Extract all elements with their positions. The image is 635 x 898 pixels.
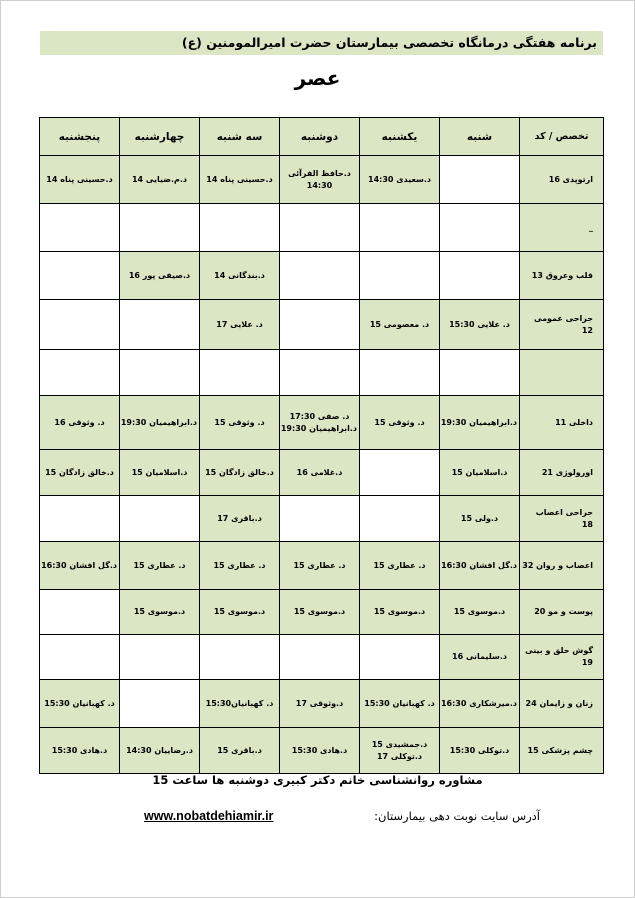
schedule-cell: [440, 590, 520, 635]
schedule-cell: [200, 635, 280, 680]
schedule-cell: [40, 450, 120, 496]
schedule-cell: [40, 350, 120, 396]
doctor-entry: د.حافظ الفرآئی: [288, 168, 351, 178]
schedule-cell: [40, 156, 120, 204]
schedule-cell: [360, 204, 440, 252]
doctor-entry: د.باقری 17: [217, 513, 262, 523]
specialty-cell: اعصاب و روان 32: [520, 542, 604, 590]
schedule-cell: [360, 350, 440, 396]
schedule-cell: [360, 156, 440, 204]
doctor-entry: د. عطاری 15: [373, 560, 426, 570]
schedule-cell: [440, 350, 520, 396]
specialty-cell: داخلی 11: [520, 396, 604, 450]
schedule-cell: [280, 156, 360, 204]
page-title: برنامه هفتگی درمانگاه تخصصی بیمارستان حضرت امیرالمومنین (ع): [40, 31, 603, 55]
schedule-cell: [440, 496, 520, 542]
doctor-entry: د.غلامی 16: [296, 467, 343, 477]
doctor-entry: د.ابراهیمیان 19:30: [440, 417, 517, 427]
doctor-entry: د.موسوی 15: [293, 607, 346, 616]
doctor-entry: د.توکلی 17: [376, 751, 423, 761]
doctor-entry: د. کهبانیان 15:30: [364, 698, 435, 708]
schedule-cell: [40, 542, 120, 590]
schedule-cell: [200, 204, 280, 252]
doctor-entry: د.میرشکاری 16:30: [440, 698, 517, 708]
doctor-entry: د.بندگانی 14: [214, 270, 265, 280]
specialty-cell: چشم پزشکی 15: [520, 728, 604, 774]
doctor-entry: د.خالق زادگان 15: [45, 467, 114, 477]
schedule-cell: [40, 204, 120, 252]
schedule-cell: [440, 204, 520, 252]
schedule-cell: [280, 496, 360, 542]
schedule-cell: [440, 450, 520, 496]
schedule-cell: [280, 680, 360, 728]
specialty-cell: زنان و زایمان 24: [520, 680, 604, 728]
doctor-entry: 14:30: [306, 180, 333, 190]
schedule-cell: [40, 252, 120, 300]
header-row: [40, 118, 604, 156]
doctor-entry: د.خالق زادگان 15: [205, 467, 274, 477]
schedule-cell: [120, 590, 200, 635]
shift-title: عصر: [294, 66, 341, 90]
schedule-cell: [120, 542, 200, 590]
schedule-cell: [200, 350, 280, 396]
schedule-cell: [120, 728, 200, 774]
doctor-entry: د.توکلی 15:30: [449, 745, 510, 755]
specialty-cell: قلب وعروق 13: [520, 252, 604, 300]
schedule-cell: [440, 542, 520, 590]
schedule-cell: [280, 350, 360, 396]
doctor-entry: د.رضاییان 14:30: [126, 745, 193, 755]
doctor-entry: د.اسلامیان 15: [451, 467, 508, 477]
table-row: [40, 204, 604, 252]
doctor-entry: د. عطاری 15: [213, 560, 266, 570]
schedule-cell: [440, 728, 520, 774]
doctor-entry: د.صیفی پور 16: [128, 270, 191, 280]
schedule-cell: [120, 635, 200, 680]
schedule-cell: [120, 680, 200, 728]
table-row: [40, 350, 604, 396]
schedule-cell: [280, 728, 360, 774]
header-day-4: سه شنبه: [200, 118, 280, 156]
schedule-cell: [120, 396, 200, 450]
doctor-entry: د. وثوقی 15: [374, 417, 425, 427]
table-row: [40, 496, 604, 542]
schedule-cell: [200, 396, 280, 450]
schedule-cell: [120, 252, 200, 300]
doctor-entry: د.ولی 15: [460, 513, 499, 523]
schedule-cell: [120, 350, 200, 396]
specialty-cell: جراحی عمومی 12: [520, 300, 604, 350]
doctor-entry: د. معصومی 15: [369, 319, 430, 329]
schedule-cell: [200, 496, 280, 542]
schedule-cell: [40, 590, 120, 635]
schedule-cell: [200, 728, 280, 774]
schedule-header: [40, 118, 604, 156]
table-row: [40, 450, 604, 496]
schedule-cell: [360, 680, 440, 728]
table-row: [40, 728, 604, 774]
doctor-entry: د.موسوی 15: [453, 607, 506, 616]
doctor-entry: د.موسوی 15: [373, 607, 426, 616]
schedule-cell: [200, 680, 280, 728]
schedule-table: [39, 117, 604, 774]
doctor-entry: د.م.ضیایی 14: [131, 174, 188, 184]
doctor-entry: د.وثوقی 17: [295, 698, 344, 708]
doctor-entry: د.حسینی پناه 14: [206, 174, 273, 184]
schedule-cell: [440, 396, 520, 450]
doctor-entry: د.گل افشان 16:30: [441, 560, 517, 570]
schedule-cell: [200, 450, 280, 496]
doctor-entry: د.هادی 15:30: [291, 745, 348, 755]
schedule-cell: [360, 252, 440, 300]
doctor-entry: د. صفی 17:30: [289, 411, 350, 421]
schedule-cell: [280, 396, 360, 450]
table-row: [40, 300, 604, 350]
table-row: [40, 680, 604, 728]
doctor-entry: د.ابراهیمیان 19:30: [280, 423, 357, 433]
doctor-entry: د.جمشیدی 15: [371, 739, 428, 749]
header-day-6: پنجشنبه: [40, 118, 120, 156]
address-label: آدرس سایت نوبت دهی بیمارستان:: [374, 809, 540, 823]
specialty-cell: پوست و مو 20: [520, 590, 604, 635]
counseling-note: مشاوره روانشناسی خانم دکتر کبیری دوشنبه ها ساعت 15: [152, 773, 483, 787]
schedule-cell: [40, 635, 120, 680]
schedule-cell: [120, 204, 200, 252]
doctor-entry: د.هادی 15:30: [51, 745, 108, 755]
schedule-cell: [40, 680, 120, 728]
specialty-cell: اورولوژی 21: [520, 450, 604, 496]
schedule-cell: [280, 204, 360, 252]
schedule-cell: [360, 728, 440, 774]
schedule-cell: [360, 542, 440, 590]
table-row: [40, 252, 604, 300]
specialty-cell: گوش حلق و بینی 19: [520, 635, 604, 680]
schedule-cell: [360, 450, 440, 496]
table-row: [40, 156, 604, 204]
doctor-entry: د.سلیمانی 16: [452, 652, 507, 661]
schedule-cell: [40, 728, 120, 774]
doctor-entry: د. کهبانیان 15:30: [44, 698, 115, 708]
schedule-cell: [280, 450, 360, 496]
schedule-cell: [200, 252, 280, 300]
address-line: [140, 806, 540, 826]
schedule-cell: [200, 590, 280, 635]
schedule-cell: [40, 496, 120, 542]
schedule-cell: [360, 300, 440, 350]
header-day-2: یکشنبه: [360, 118, 440, 156]
schedule-cell: [120, 450, 200, 496]
doctor-entry: د.گل افشان 16:30: [41, 560, 117, 570]
schedule-cell: [120, 496, 200, 542]
doctor-entry: د. وثوقی 16: [54, 417, 105, 427]
doctor-entry: د.سعیدی 14:30: [368, 174, 431, 184]
schedule-cell: [40, 300, 120, 350]
schedule-cell: [440, 300, 520, 350]
schedule-cell: [120, 156, 200, 204]
header-specialty: تخصص / کد: [520, 118, 604, 156]
schedule-cell: [440, 156, 520, 204]
doctor-entry: د.موسوی 15: [213, 607, 266, 616]
doctor-entry: د. علایی 15:30: [449, 319, 510, 329]
doctor-entry: د.باقری 15: [217, 745, 262, 755]
doctor-entry: د.اسلامیان 15: [131, 467, 188, 477]
schedule-cell: [280, 542, 360, 590]
header-day-1: شنبه: [440, 118, 520, 156]
schedule-cell: [280, 300, 360, 350]
table-row: [40, 590, 604, 635]
schedule-cell: [360, 396, 440, 450]
schedule-cell: [40, 396, 120, 450]
schedule-cell: [280, 252, 360, 300]
header-day-3: دوشنبه: [280, 118, 360, 156]
specialty-cell: [520, 350, 604, 396]
schedule-cell: [120, 300, 200, 350]
table-row: [40, 542, 604, 590]
specialty-cell: جراحی اعصاب 18: [520, 496, 604, 542]
schedule-cell: [360, 496, 440, 542]
doctor-entry: د. وثوقی 15: [214, 417, 265, 427]
schedule-cell: [200, 542, 280, 590]
header-day-5: چهارشنبه: [120, 118, 200, 156]
doctor-entry: د. علایی 17: [216, 319, 263, 329]
doctor-entry: د.حسینی پناه 14: [46, 174, 113, 184]
doctor-entry: د. عطاری 15: [293, 560, 346, 570]
table-row: [40, 396, 604, 450]
schedule-cell: [440, 635, 520, 680]
specialty-cell: _: [520, 204, 604, 252]
website-link[interactable]: www.nobatdehiamir.ir: [144, 809, 274, 823]
schedule-cell: [280, 590, 360, 635]
doctor-entry: د. عطاری 15: [133, 560, 186, 570]
schedule-body: [40, 156, 604, 774]
schedule-cell: [360, 590, 440, 635]
schedule-cell: [440, 680, 520, 728]
schedule-cell: [200, 300, 280, 350]
table-row: [40, 635, 604, 680]
doctor-entry: د.موسوی 15: [133, 607, 186, 616]
schedule-cell: [360, 635, 440, 680]
schedule-cell: [440, 252, 520, 300]
doctor-entry: د.ابراهیمیان 19:30: [120, 417, 197, 427]
doctor-entry: د. کهبانیان15:30: [205, 698, 274, 708]
schedule-cell: [200, 156, 280, 204]
specialty-cell: ارتوپدی 16: [520, 156, 604, 204]
schedule-cell: [280, 635, 360, 680]
